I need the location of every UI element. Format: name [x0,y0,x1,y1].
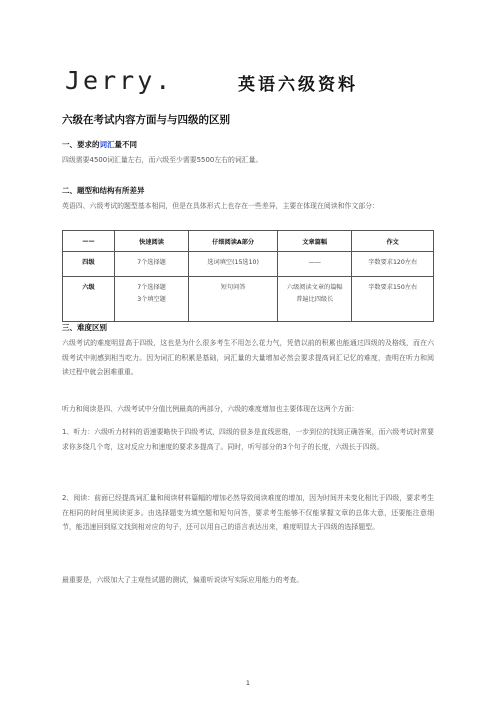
section1-text: 四级需要4500词汇量左右，而六级至少需要5500左右的词汇量。 [62,156,263,164]
section1-heading [62,139,137,150]
table-row-cet6 [63,277,434,322]
cell-line: 字数要求120左右 [368,259,418,266]
page-header [65,66,445,96]
cell-line: 3个填空题 [137,296,166,303]
brand-name: Jerry. [65,66,174,95]
table-cell [114,277,188,322]
table-row-cet4 [63,252,434,277]
section2-heading: 二、题型和结构有所差异 [62,186,145,195]
table-cell [352,252,434,277]
page-number: 1 [245,679,251,687]
table-header-row [63,231,434,252]
cell-line: 普遍比四级长 [296,296,334,303]
table-row-label: 四级 [63,252,115,277]
table-header-cell: 文章篇幅 [278,231,352,252]
cell-line: 选词填空(15选10) [207,259,259,266]
cell-line: 短句问答 [220,284,246,291]
section3-paragraph-2: 听力和阅读是四、六级考试中分值比例最高的两部分，六级的难度增加也主要体现在这两个方面： [62,405,359,413]
table-header-cell: 作文 [352,231,434,252]
section3-heading: 三、难度区别 [62,323,107,332]
table-cell [189,277,278,322]
comparison-table [62,230,434,322]
table-header-cell: 快速阅读 [114,231,188,252]
cell-line: —— [308,259,321,266]
table-row-label: 六级 [63,277,115,322]
cell-line: 7个选择题 [137,284,166,291]
cell-line: 六级阅读文章的篇幅 [286,284,343,291]
vocabulary-link[interactable]: 词汇 [99,140,115,149]
section1-heading-prefix: 一、要求的 [62,140,100,149]
table-cell [352,277,434,322]
table-cell [114,252,188,277]
document-title: 六级在考试内容方面与与四级的区别 [62,114,230,126]
table-header-cell: —— [63,231,115,252]
section3-paragraph-conclusion: 最重要是，六级加大了主观性试题的测试，偏重听说读写实际应用能力的考查。 [62,576,304,584]
section3-paragraph-reading: 2、阅读：前面已经提高词汇量和阅读材料篇幅的增加必然导致阅读难度的增加，因为时间并未变化相比于四级，要求考生在相同的时间里阅读更多。由选择题变为填空题和短句问答，要求考生能够不仅能掌握文章的总体大意，还要能注意细节，能迅速回到原文找到相对应的句子，还可以用自己的语言表达出来，难度明显大于四级的选择题型。 [62,494,434,531]
cell-line: 字数要求150左右 [368,284,418,291]
section1-heading-suffix: 量不同 [114,140,137,149]
table-cell [189,252,278,277]
header-title: 英语六级资料 [238,75,358,95]
section3-paragraph-1: 六级考试的难度明显高于四级，这也是为什么很多考生不用怎么花力气，凭借以前的积累也能通过四级的及格线，而在六级考试中则感到相当吃力。因为词汇的积累是基础，词汇量的大量增加必然会要求提高词汇记忆的难度，查明在听力和阅读过程中就会困难重重。 [62,339,434,376]
cell-line: 7个选择题 [137,259,166,266]
table-header-cell: 仔细阅读A部分 [189,231,278,252]
table-cell [278,277,352,322]
section3-paragraph-listening: 1、听力：六级听力材料的语速要略快于四级考试，四级的很多是直线思维，一步到位的找到正确答案，而六级考试时常要求你多绕几个弯，这对反应力和速度的要求多提高了。同时，听写部分的3个句子的长度，六级长于四级。 [62,428,434,451]
table-cell [278,252,352,277]
section2-text: 英语四、六级考试的题型基本相同，但是在具体形式上也存在一些差异，主要在体现在阅读和作文部分： [62,202,379,210]
